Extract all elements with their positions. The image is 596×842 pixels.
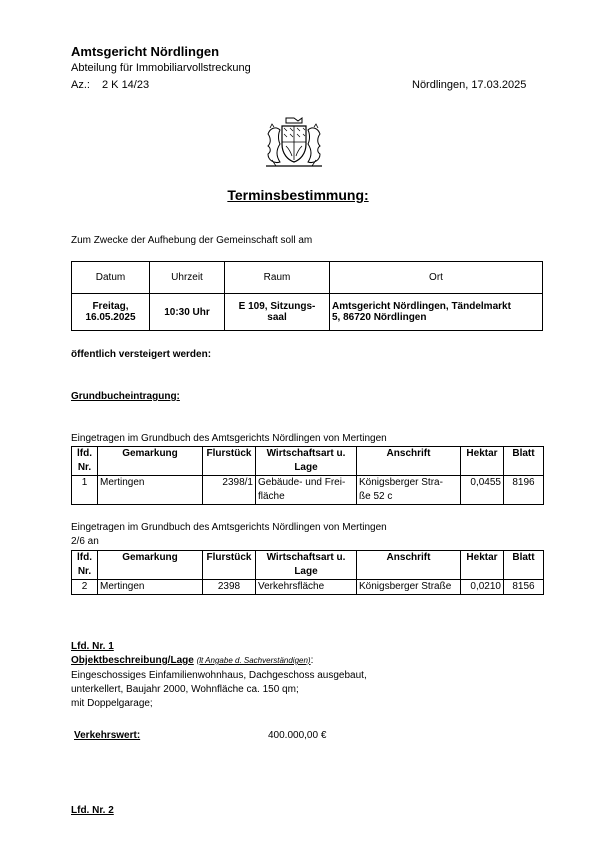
auction-statement: öffentlich versteigert werden: [71,349,212,360]
market-value-label: Verkehrswert: [74,730,141,741]
bavarian-crest-icon [262,114,326,172]
table-row [72,476,544,505]
schedule-header-row [72,262,543,294]
cell-anschrift-line2: ße 52 c [359,491,393,502]
object-description-line-1: Eingeschossiges Einfamilienwohnhaus, Dachgeschoss ausgebaut, [71,670,367,681]
file-number-label: Az.: [71,79,90,91]
cell-lfd: 2 [72,580,98,595]
col-blatt: Blatt [504,447,544,476]
cell-anschrift [357,476,461,505]
market-value: 400.000,00 € [268,730,327,741]
col-wirtschaftsart [256,447,357,476]
col-flurstueck: Flurstück [203,551,256,580]
col-lfd-label: lfd. [77,552,92,563]
cell-blatt: 8156 [504,580,544,595]
schedule-date [72,294,150,331]
schedule-room-line2: saal [267,312,287,323]
col-hektar: Hektar [461,551,504,580]
col-gemarkung: Gemarkung [98,447,203,476]
object-description-note: (lt Angabe d. Sachverständigen) [196,656,311,665]
schedule-header-place: Ort [330,262,543,294]
table-header-row [72,447,544,476]
col-wirtschaftsart [256,551,357,580]
item-2-heading: Lfd. Nr. 2 [71,805,114,816]
col-lfd-nr [72,551,98,580]
schedule-time: 10:30 Uhr [150,294,225,331]
cell-wirtschaftsart: Verkehrsfläche [256,580,357,595]
item-1-heading: Lfd. Nr. 1 [71,641,114,652]
place-date: Nördlingen, 17.03.2025 [412,79,527,91]
schedule-date-day: 16.05.2025 [85,312,136,323]
col-hektar: Hektar [461,447,504,476]
cell-wirtschaftsart-line1: Gebäude- und Frei- [258,477,346,488]
schedule-value-row [72,294,543,331]
file-number: 2 K 14/23 [102,79,150,91]
col-gemarkung: Gemarkung [98,551,203,580]
cell-blatt: 8196 [504,476,544,505]
table-header-row [72,551,544,580]
intro-text: Zum Zwecke der Aufhebung der Gemeinschaft soll am [71,235,313,246]
object-description-line-3: mit Doppelgarage; [71,698,153,709]
col-wirtschaftsart-line1: Wirtschaftsart u. [266,448,346,459]
col-nr-label: Nr. [77,566,92,577]
land-register-intro-2: Eingetragen im Grundbuch des Amtsgerichts Nördlingen von Mertingen [71,522,387,533]
land-register-heading: Grundbucheintragung: [71,391,180,402]
object-description-heading [71,655,313,666]
cell-gemarkung: Mertingen [98,580,203,595]
cell-hektar: 0,0455 [461,476,504,505]
schedule-room-line1: E 109, Sitzungs- [238,301,316,312]
object-description-colon: : [310,655,314,666]
schedule-date-weekday: Freitag, [92,301,129,312]
col-anschrift: Anschrift [357,551,461,580]
land-register-intro-1: Eingetragen im Grundbuch des Amtsgerichts Nördlingen von Mertingen [71,433,387,444]
cell-anschrift: Königsberger Straße [357,580,461,595]
schedule-header-room: Raum [225,262,330,294]
land-register-table-2 [71,550,544,595]
col-wirtschaftsart-line1: Wirtschaftsart u. [266,552,346,563]
table-row [72,580,544,595]
schedule-place-line1: Amtsgericht Nördlingen, Tändelmarkt [332,301,511,312]
cell-flurstueck: 2398 [203,580,256,595]
col-flurstueck: Flurstück [203,447,256,476]
schedule-table [71,261,543,331]
schedule-room [225,294,330,331]
col-anschrift: Anschrift [357,447,461,476]
cell-wirtschaftsart-line2: fläche [258,491,285,502]
cell-wirtschaftsart [256,476,357,505]
cell-anschrift-line1: Königsberger Stra- [359,477,443,488]
col-wirtschaftsart-line2: Lage [294,462,318,473]
col-blatt: Blatt [504,551,544,580]
col-lfd-nr [72,447,98,476]
schedule-place [330,294,543,331]
schedule-header-date: Datum [72,262,150,294]
court-name: Amtsgericht Nördlingen [71,44,220,59]
schedule-header-time: Uhrzeit [150,262,225,294]
cell-hektar: 0,0210 [461,580,504,595]
object-description-line-2: unterkellert, Baujahr 2000, Wohnfläche ca. 150 qm; [71,684,299,695]
land-register-share: 2/6 an [71,536,99,547]
land-register-table-1 [71,446,544,505]
document-title: Terminsbestimmung: [227,187,369,203]
object-description-label: Objektbeschreibung/Lage [71,655,194,666]
cell-lfd: 1 [72,476,98,505]
col-nr-label: Nr. [77,462,92,473]
cell-flurstueck: 2398/1 [203,476,256,505]
col-wirtschaftsart-line2: Lage [294,566,318,577]
cell-gemarkung: Mertingen [98,476,203,505]
col-lfd-label: lfd. [77,448,92,459]
schedule-place-line2: 5, 86720 Nördlingen [332,312,427,323]
department-name: Abteilung für Immobiliarvollstreckung [71,62,251,74]
